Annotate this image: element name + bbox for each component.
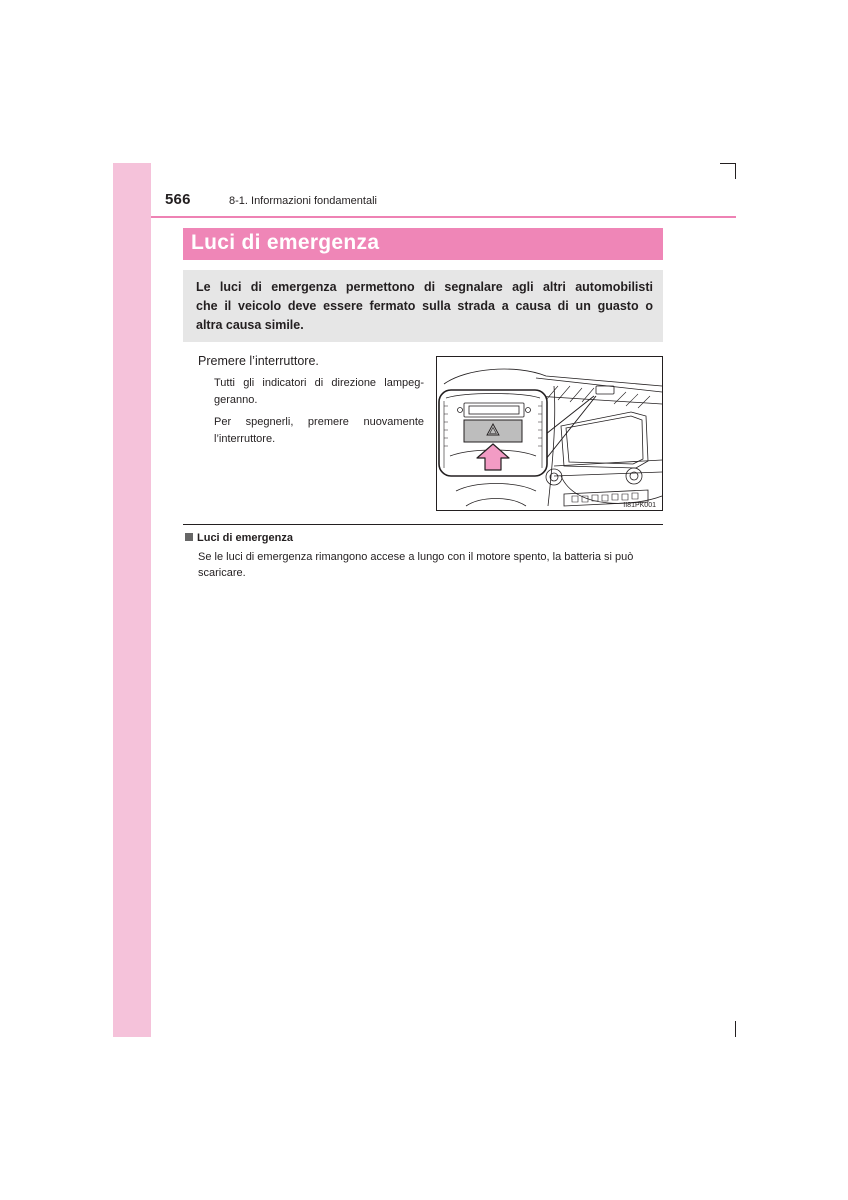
crop-mark-top-right (720, 163, 736, 164)
step-detail-line: Per spegnerli, premere nuovamente (214, 416, 424, 428)
note-divider (183, 524, 663, 525)
square-bullet-icon (185, 533, 193, 541)
step-detail-1 (214, 375, 424, 409)
note-heading-text: Luci di emergenza (197, 532, 293, 544)
intro-box (183, 270, 663, 342)
page-title: Luci di emergenza (191, 231, 380, 254)
intro-line: altra causa simile. (196, 318, 304, 332)
step-detail-line: l’interruttore. (214, 433, 276, 445)
step-instruction: Premere l’interruttore. (198, 354, 319, 368)
step-detail-line: geranno. (214, 394, 258, 406)
section-label: 8-1. Informazioni fondamentali (229, 195, 377, 207)
crop-mark-top-right-vertical (735, 163, 736, 179)
intro-line: Le luci di emergenza permettono di segnalare agli altri automobilisti (196, 280, 653, 294)
title-bar (183, 228, 663, 260)
page-number: 566 (165, 191, 191, 208)
side-tab-band (113, 163, 151, 1037)
header-rule (151, 216, 736, 218)
dashboard-illustration (436, 356, 663, 511)
intro-line: che il veicolo deve essere fermato sulla strada a causa di un guasto o (196, 299, 653, 313)
note-heading (185, 532, 293, 544)
illustration-code: II81PK001 (623, 502, 656, 509)
step-detail-2 (214, 414, 424, 448)
crop-mark-bottom-right (735, 1021, 736, 1037)
note-body: Se le luci di emergenza rimangono accese a lungo con il motore spento, la batteria si può scaricare. (198, 551, 634, 579)
step-detail-line: Tutti gli indicatori di direzione lampeg- (214, 377, 424, 389)
